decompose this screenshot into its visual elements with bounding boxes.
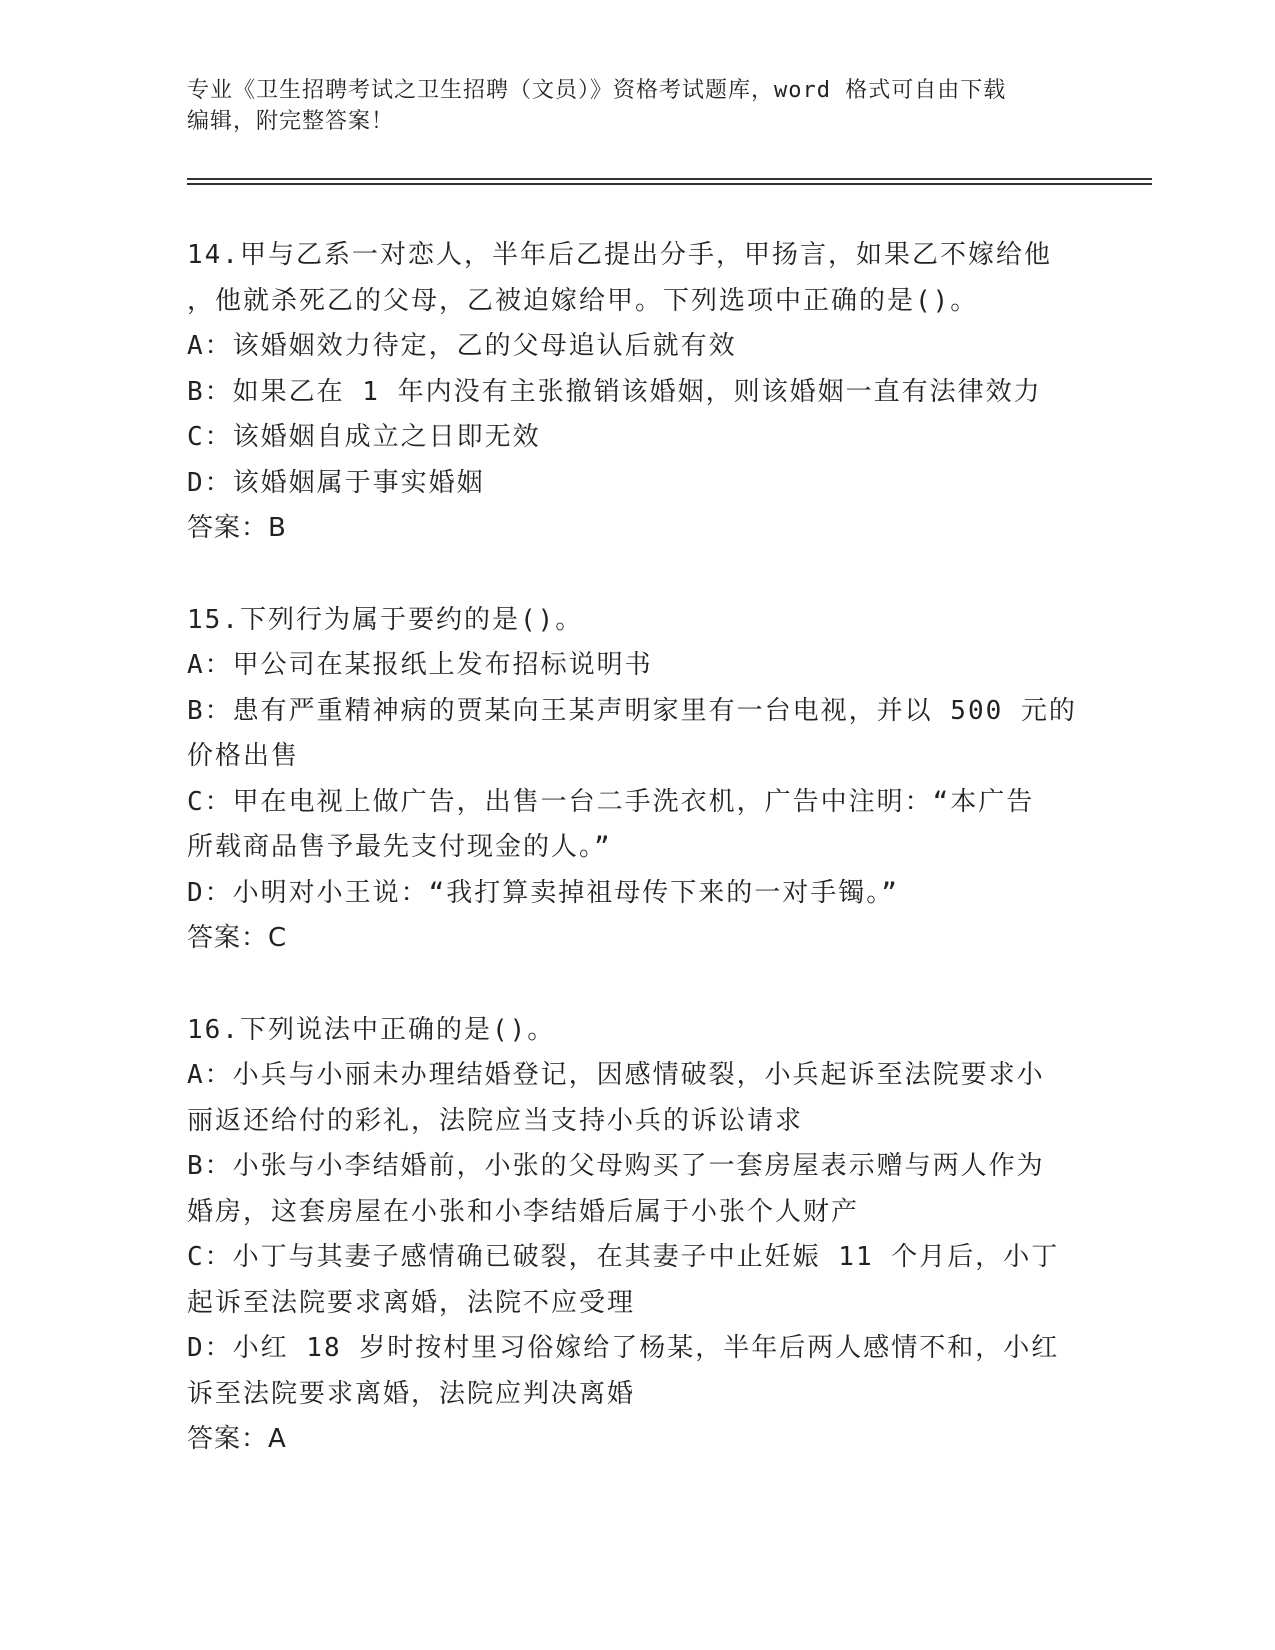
header-divider-top (187, 178, 1152, 180)
answer-line: 答案：B (187, 513, 287, 543)
option-c: C：小丁与其妻子感情确已破裂，在其妻子中止妊娠 11 个月后，小丁 (187, 1242, 1060, 1272)
option-c-continued: 所载商品售予最先支付现金的人。” (187, 832, 612, 862)
option-a: A：甲公司在某报纸上发布招标说明书 (187, 650, 653, 680)
header-line-2: 编辑，附完整答案！ (187, 109, 395, 134)
option-b: B：如果乙在 1 年内没有主张撤销该婚姻，则该婚姻一直有法律效力 (187, 376, 1042, 407)
question-stem-line: 14.甲与乙系一对恋人，半年后乙提出分手，甲扬言，如果乙不嫁给他 (187, 240, 1052, 270)
question-14 (187, 233, 1087, 552)
option-b-continued: 婚房，这套房屋在小张和小李结婚后属于小张个人财产 (187, 1196, 860, 1227)
option-d-continued: 诉至法院要求离婚，法院应判决离婚 (187, 1378, 636, 1409)
option-c-continued: 起诉至法院要求离婚，法院不应受理 (187, 1287, 636, 1318)
answer-line: 答案：A (187, 1424, 287, 1454)
option-b: B：小张与小李结婚前，小张的父母购买了一套房屋表示赠与两人作为 (187, 1151, 1045, 1181)
question-list (187, 233, 1087, 1509)
option-b-continued: 价格出售 (187, 741, 300, 771)
option-a: A：该婚姻效力待定，乙的父母追认后就有效 (187, 331, 737, 361)
option-a: A：小兵与小丽未办理结婚登记，因感情破裂，小兵起诉至法院要求小 (187, 1060, 1045, 1090)
option-c: C：甲在电视上做广告，出售一台二手洗衣机，广告中注明：“本广告 (187, 786, 1035, 817)
option-d: D：该婚姻属于事实婚姻 (187, 467, 485, 498)
question-15 (187, 598, 1087, 962)
option-d: D：小明对小王说：“我打算卖掉祖母传下来的一对手镯。” (187, 877, 899, 908)
header-line-1: 专业《卫生招聘考试之卫生招聘（文员）》资格考试题库，word 格式可自由下载 (187, 78, 1007, 103)
option-a-continued: 丽返还给付的彩礼，法院应当支持小兵的诉讼请求 (187, 1105, 804, 1136)
document-header (187, 75, 1087, 137)
question-stem-line: ，他就杀死乙的父母，乙被迫嫁给甲。下列选项中正确的是()。 (187, 285, 979, 316)
header-divider-bottom (187, 183, 1152, 185)
answer-line: 答案：C (187, 923, 288, 953)
option-c: C：该婚姻自成立之日即无效 (187, 422, 541, 452)
option-b: B：患有严重精神病的贾某向王某声明家里有一台电视，并以 500 元的 (187, 695, 1077, 726)
question-stem-line: 15.下列行为属于要约的是()。 (187, 604, 584, 635)
option-d: D：小红 18 岁时按村里习俗嫁给了杨某，半年后两人感情不和，小红 (187, 1333, 1060, 1363)
question-16 (187, 1008, 1087, 1463)
question-stem-line: 16.下列说法中正确的是()。 (187, 1014, 556, 1045)
